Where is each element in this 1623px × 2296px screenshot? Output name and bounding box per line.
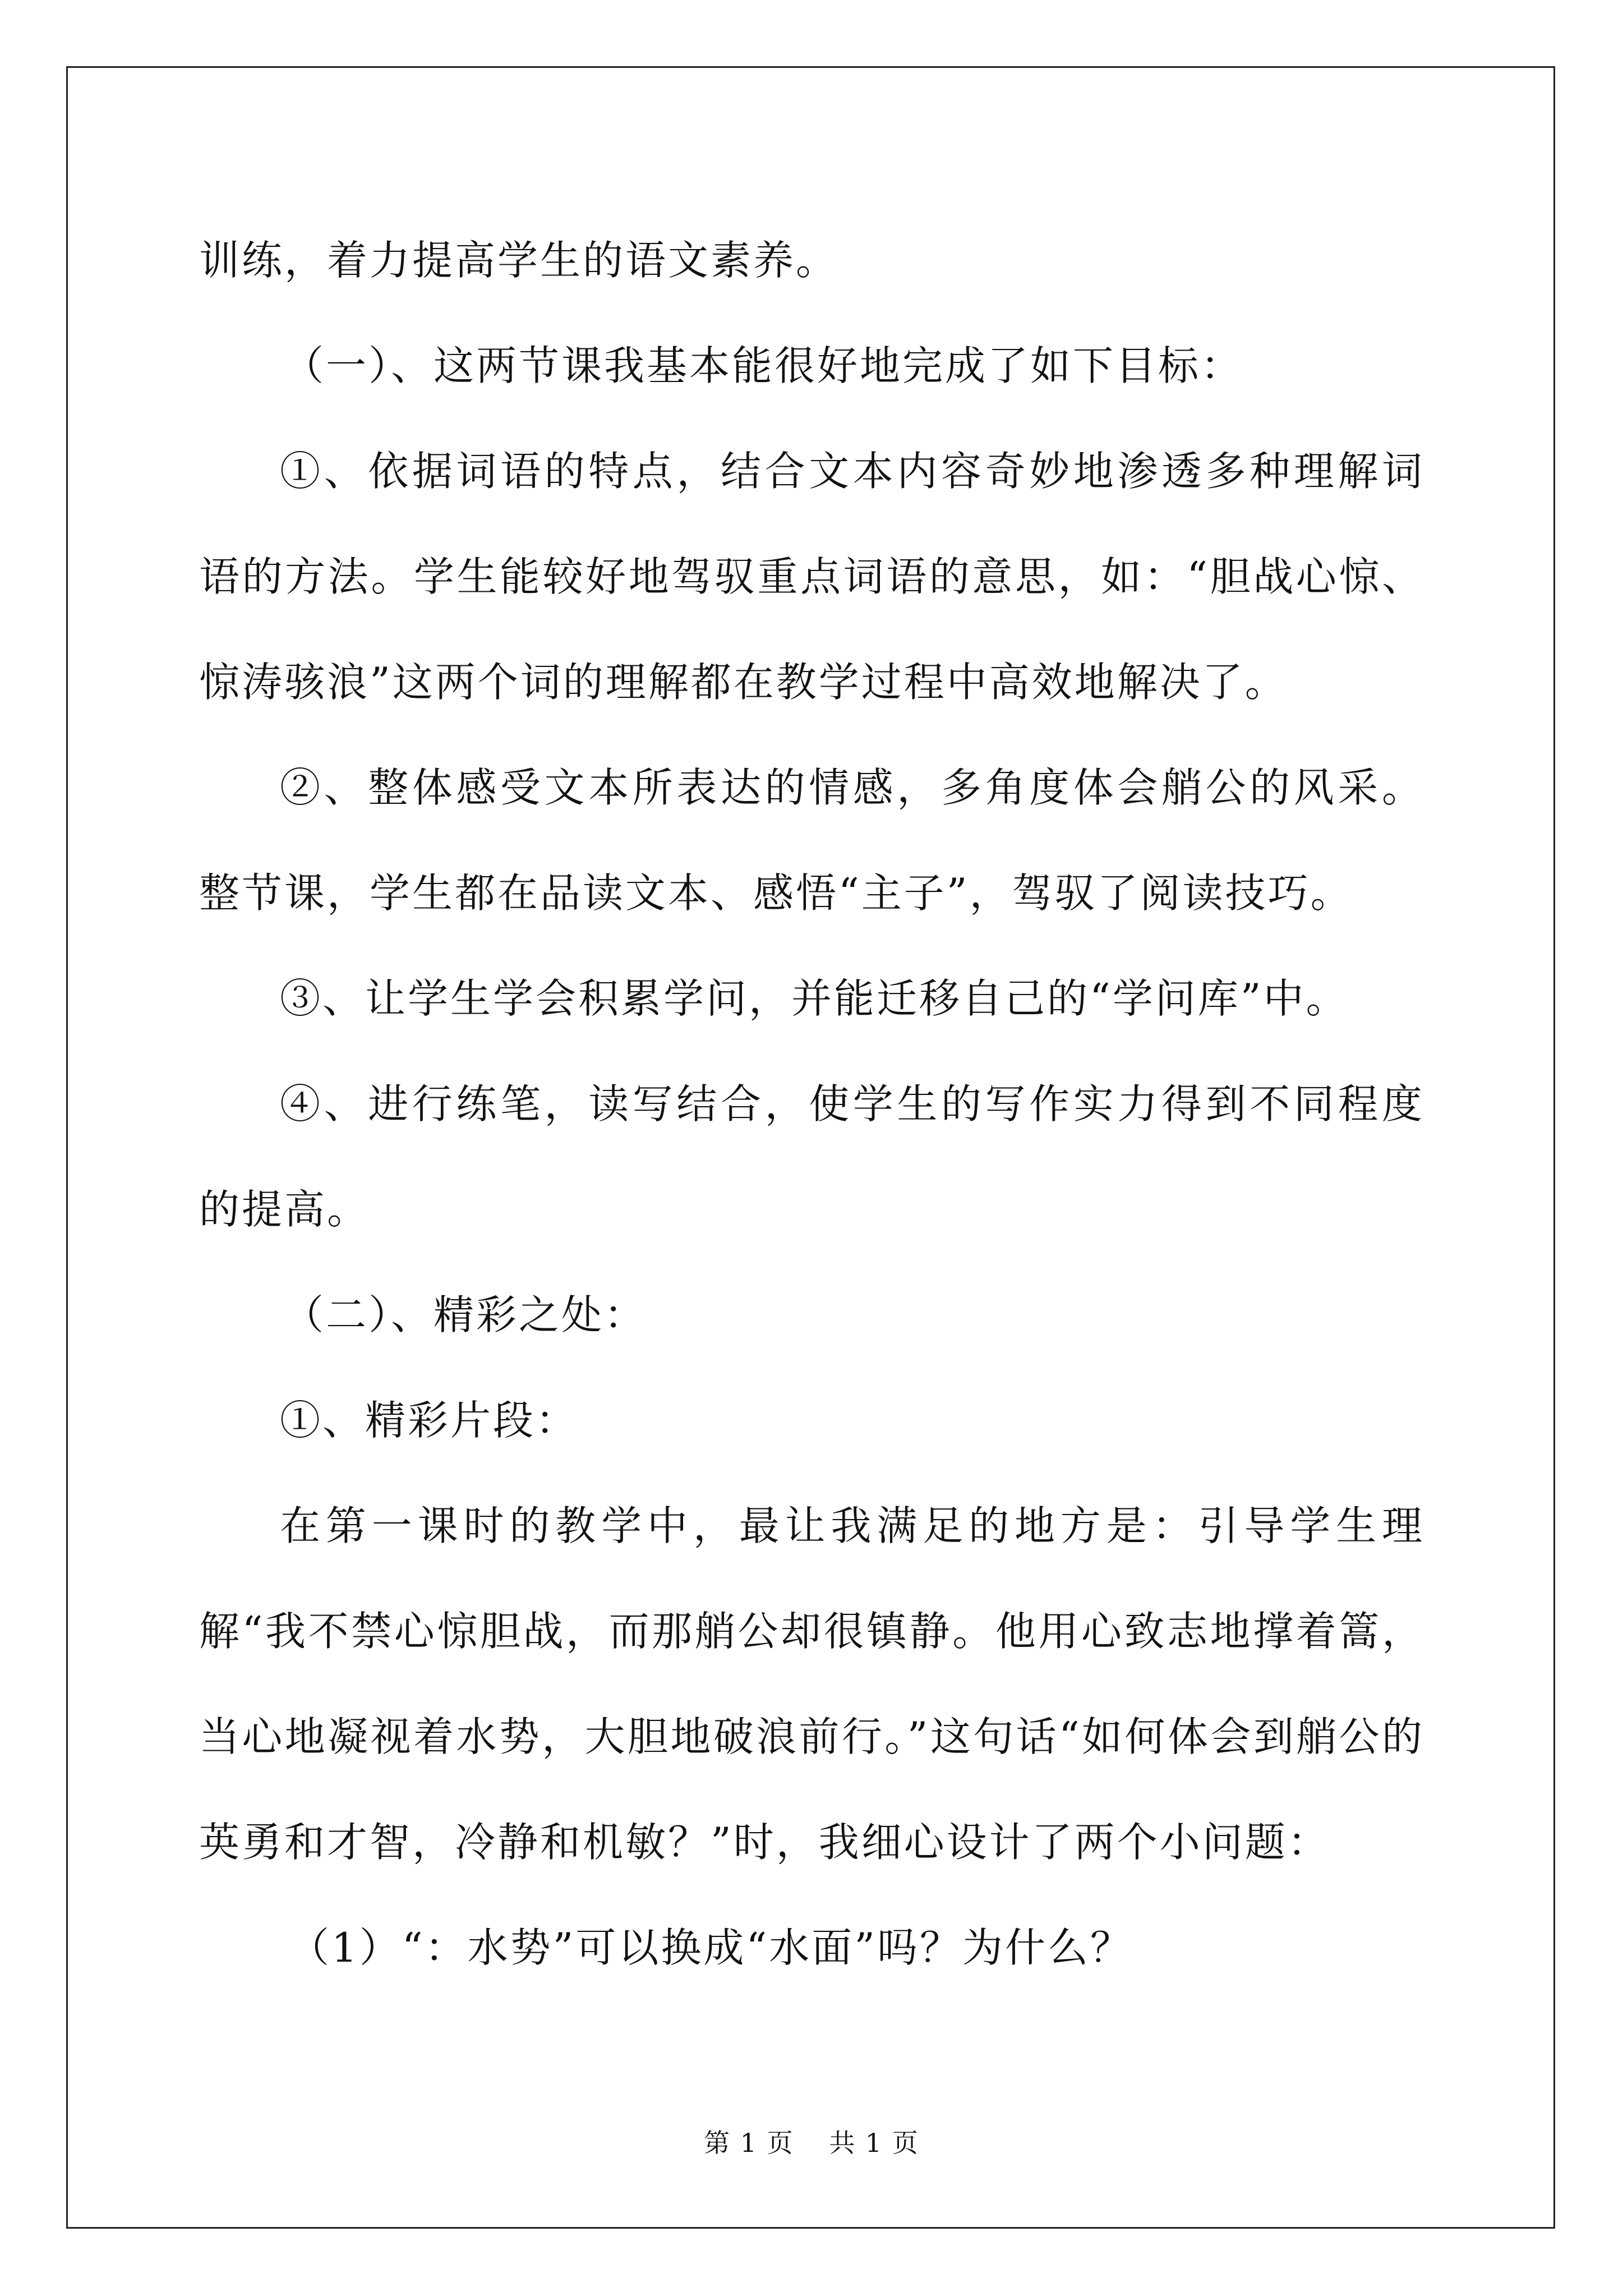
highlight-paragraph: 在第一课时的教学中，最让我满足的地方是：引导学生理解“我不禁心惊胆战，而那艄公却很镇静。他用心致志地撑着篙，当心地凝视着水势，大胆地破浪前行。”这句话“如何体会到艄公的英勇和才智，冷静和机敏？”时，我细心设计了两个小问题： <box>199 1502 1424 1866</box>
goal-item-2: ②、整体感受文本所表达的情感，多角度体会艄公的风采。整节课，学生都在品读文本、感悟“主子”，驾驭了阅读技巧。 <box>199 764 1424 917</box>
question-item-1: （1）“：水势”可以换成“水面”吗？为什么？ <box>289 1924 1133 1971</box>
section-heading-two: （二）、精彩之处： <box>283 1291 647 1338</box>
document-body <box>199 208 1424 2000</box>
goal-item-1: ①、依据词语的特点，结合文本内容奇妙地渗透多种理解词语的方法。学生能较好地驾驭重点词语的意思，如：“胆战心惊、惊涛骇浪”这两个词的理解都在教学过程中高效地解决了。 <box>199 448 1424 706</box>
page-footer <box>0 2126 1623 2160</box>
section-heading-one: （一）、这两节课我基本能很好地完成了如下目标： <box>283 342 1244 389</box>
paragraph-continuation: 训练，着力提高学生的语文素养。 <box>199 237 839 284</box>
page-number: 第 1 页 <box>704 2128 794 2158</box>
goal-item-3: ③、让学生学会积累学问，并能迁移自己的“学问库”中。 <box>280 975 1349 1022</box>
page-total: 共 1 页 <box>829 2128 919 2158</box>
highlight-item-1: ①、精彩片段： <box>280 1397 579 1444</box>
goal-item-4: ④、进行练笔，读写结合，使学生的写作实力得到不同程度的提高。 <box>199 1080 1424 1233</box>
